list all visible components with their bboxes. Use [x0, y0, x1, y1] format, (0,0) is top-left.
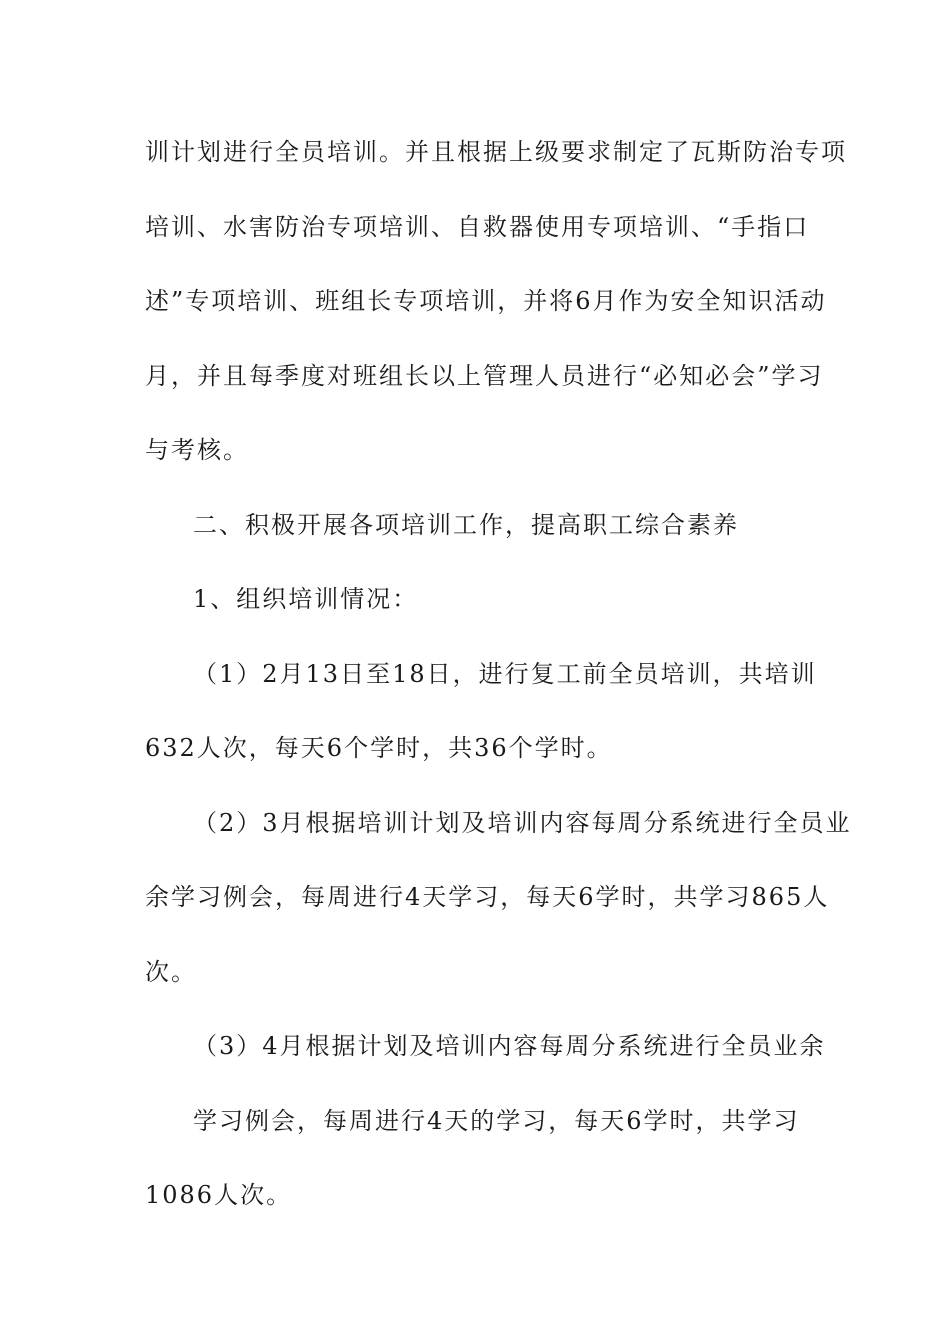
paragraph-line: 培训、水害防治专项培训、自救器使用专项培训、“手指口 — [145, 213, 810, 241]
section-heading: 二、积极开展各项培训工作，提高职工综合素养 — [193, 511, 739, 539]
paragraph-line: 余学习例会，每周进行4天学习，每天6学时，共学习865人 — [145, 883, 830, 911]
paragraph-line: 1086人次。 — [145, 1181, 293, 1209]
paragraph-line: 次。 — [145, 958, 197, 986]
paragraph-line: 述”专项培训、班组长专项培训，并将6月作为安全知识活动 — [145, 287, 827, 315]
paragraph-line: 632人次，每天6个学时，共36个学时。 — [145, 734, 613, 762]
paragraph-line: 训计划进行全员培训。并且根据上级要求制定了瓦斯防治专项 — [145, 138, 847, 166]
list-item: （2）3月根据培训计划及培训内容每周分系统进行全员业 — [193, 809, 852, 837]
paragraph-line: 月，并且每季度对班组长以上管理人员进行“必知必会”学习 — [145, 362, 824, 390]
paragraph-line: 与考核。 — [145, 436, 249, 464]
subsection-heading: 1、组织培训情况： — [193, 585, 419, 613]
list-item: （3）4月根据计划及培训内容每周分系统进行全员业余 — [193, 1032, 826, 1060]
list-item: （1）2月13日至18日，进行复工前全员培训，共培训 — [193, 660, 817, 688]
paragraph-line: 学习例会，每周进行4天的学习，每天6学时，共学习 — [193, 1107, 800, 1135]
